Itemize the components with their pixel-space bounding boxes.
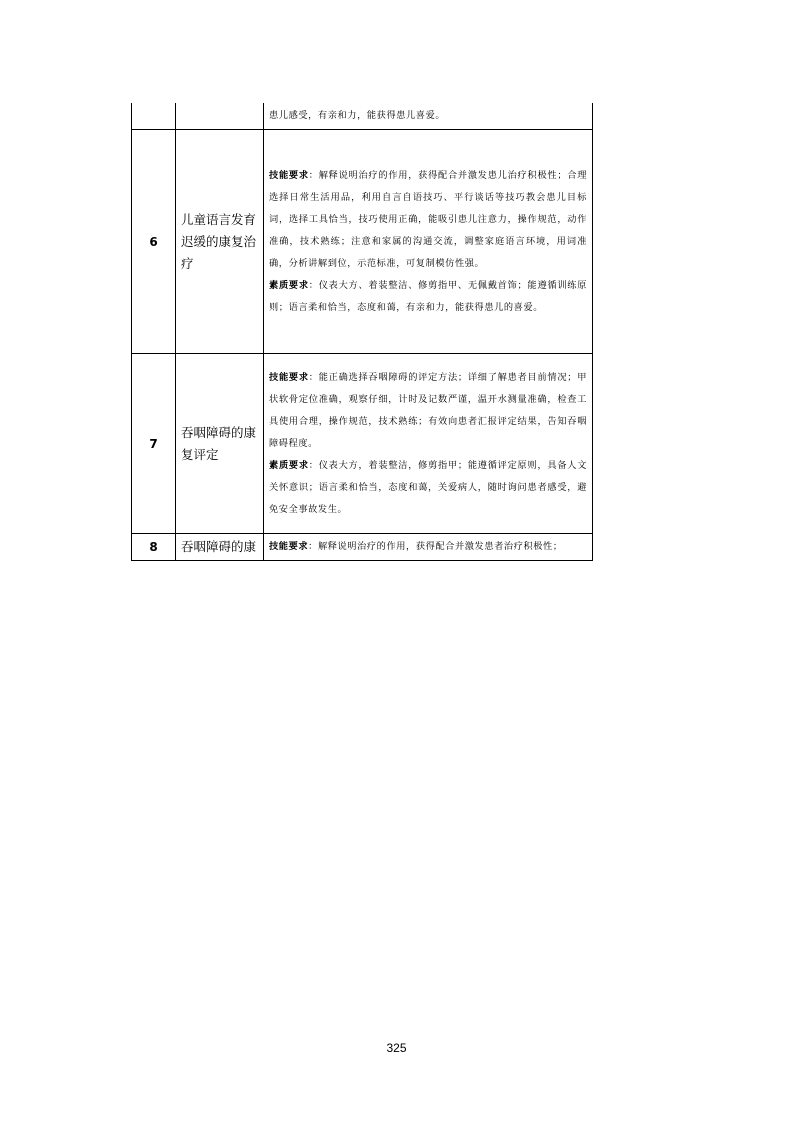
skill-label: 技能要求 — [269, 541, 309, 552]
requirements-cell — [264, 534, 593, 561]
table-row-continuation — [132, 103, 593, 130]
item-name: 吞咽障碍的康复评定 — [176, 354, 264, 534]
table-row — [132, 534, 593, 561]
row-number: 6 — [132, 130, 176, 354]
skill-paragraph — [269, 536, 587, 558]
name-cell — [176, 103, 264, 130]
table-row — [132, 354, 593, 534]
quality-paragraph — [269, 275, 587, 319]
item-name: 儿童语言发育迟缓的康复治疗 — [176, 130, 264, 354]
skill-paragraph — [269, 367, 587, 455]
desc-cell — [264, 103, 593, 130]
skill-text: ：解释说明治疗的作用，获得配合并激发患儿治疗积极性；合理选择日常生活用品，利用自言自语技巧、平行谈话等技巧教会患儿目标词，选择工具恰当，技巧使用正确，能吸引患儿注意力，操作规范，动作准确，技术熟练；注意和家属的沟通交流，调整家庭语言环境，用词准确，分析讲解到位，示范标准，可复制模仿性强。 — [269, 169, 587, 269]
quality-text: ：仪表大方、着装整洁、修剪指甲、无佩戴首饰；能遵循训练原则；语言柔和恰当，态度和蔼，有亲和力，能获得患儿的喜爱。 — [269, 279, 587, 313]
quality-label: 素质要求 — [269, 459, 309, 471]
row-number: 8 — [132, 534, 176, 561]
page-number: 325 — [386, 1041, 407, 1055]
skill-label: 技能要求 — [269, 371, 309, 383]
quality-paragraph — [269, 455, 587, 521]
requirements-cell — [264, 130, 593, 354]
skill-text: ：能正确选择吞咽障碍的评定方法；详细了解患者目前情况；甲状软骨定位准确，观察仔细，计时及记数严谨，温开水测量准确，检查工具使用合理，操作规范，技术熟练；有效向患者汇报评定结果，告知吞咽障碍程度。 — [269, 371, 587, 449]
continuation-text: 患儿感受，有亲和力，能获得患儿喜爱。 — [269, 110, 446, 121]
quality-label: 素质要求 — [269, 279, 309, 291]
skill-paragraph — [269, 165, 587, 275]
item-name: 吞咽障碍的康 — [176, 534, 264, 561]
skill-label: 技能要求 — [269, 169, 309, 181]
quality-text: ：仪表大方，着装整洁，修剪指甲；能遵循评定原则，具备人文关怀意识；语言柔和恰当，态度和蔼，关爱病人，随时询问患者感受，避免安全事故发生。 — [269, 459, 587, 515]
requirements-table — [131, 103, 593, 561]
num-cell — [132, 103, 176, 130]
row-number: 7 — [132, 354, 176, 534]
requirements-cell — [264, 354, 593, 534]
table-row — [132, 130, 593, 354]
skill-text: ：解释说明治疗的作用，获得配合并激发患者治疗积极性； — [308, 541, 563, 552]
